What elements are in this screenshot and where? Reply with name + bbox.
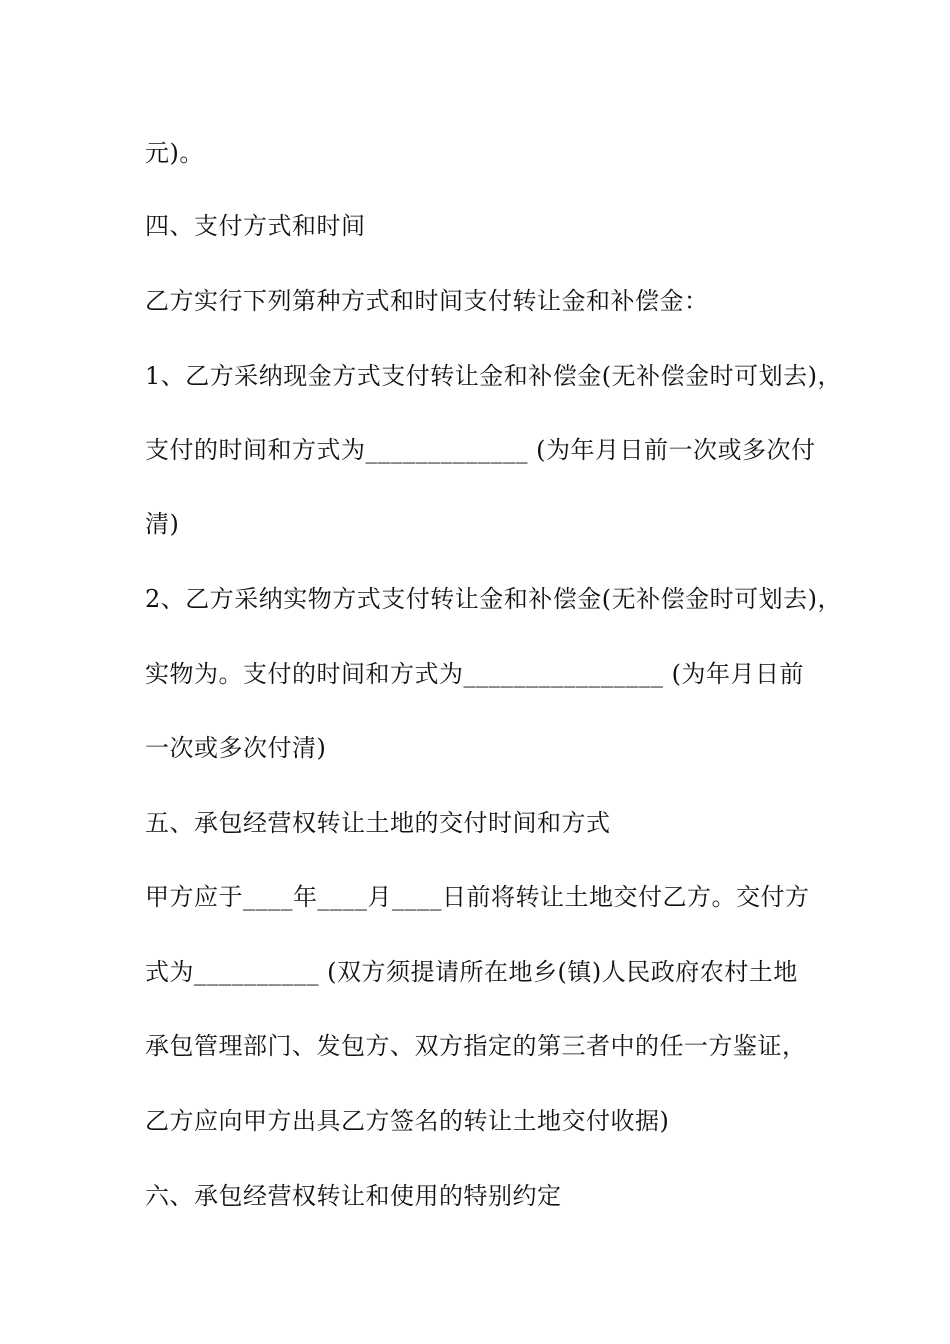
text-line-7: 2、乙方采纳实物方式支付转让金和补偿金(无补偿金时可划去)， [145,585,842,613]
text-line-1: 元)。 [145,139,204,167]
section-heading-delivery: 五、承包经营权转让土地的交付时间和方式 [145,809,611,837]
text-line-3: 乙方实行下列第种方式和时间支付转让金和补偿金： [145,287,709,315]
text-line-5: 支付的时间和方式为_____________ (为年月日前一次或多次付 [145,436,816,464]
text-line-9: 一次或多次付清) [145,734,327,762]
text-line-12: 式为__________ (双方须提请所在地乡(镇)人民政府农村土地 [145,958,798,986]
section-heading-special-terms: 六、承包经营权转让和使用的特别约定 [145,1182,562,1210]
text-line-6: 清) [145,510,180,538]
section-heading-payment: 四、支付方式和时间 [145,212,366,240]
text-line-14: 乙方应向甲方出具乙方签名的转让土地交付收据) [145,1107,670,1135]
text-line-13: 承包管理部门、发包方、双方指定的第三者中的任一方鉴证， [145,1032,807,1060]
text-line-11: 甲方应于____年____月____日前将转让土地交付乙方。交付方 [145,883,810,911]
text-line-4: 1、乙方采纳现金方式支付转让金和补偿金(无补偿金时可划去)， [145,362,842,390]
text-line-8: 实物为。支付的时间和方式为________________ (为年月日前 [145,660,804,688]
